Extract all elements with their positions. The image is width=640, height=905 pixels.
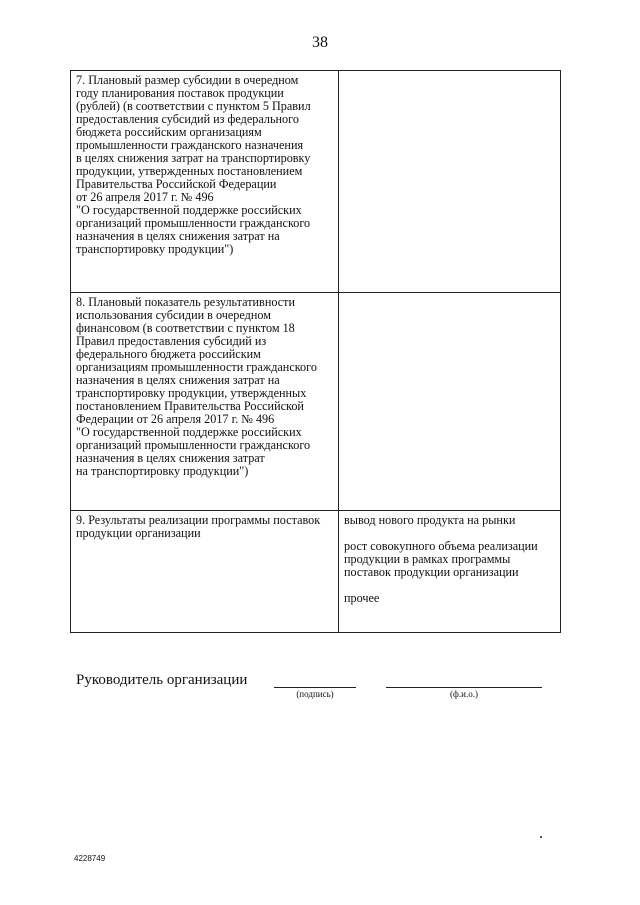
text-line: использования субсидии в очередном xyxy=(76,308,271,322)
text-line: 7. Плановый размер субсидии в очередном xyxy=(76,73,299,87)
table-row-7 xyxy=(71,71,561,293)
full-name-line[interactable] xyxy=(386,686,542,688)
row-9-description xyxy=(71,511,339,633)
row-8-description xyxy=(71,293,339,511)
signature-line[interactable] xyxy=(274,686,356,688)
text-line: назначения в целях снижения затрат на xyxy=(76,229,280,243)
text-line: транспортировку продукции") xyxy=(76,242,234,256)
text-line: назначения в целях снижения затрат xyxy=(76,451,265,465)
scan-dot xyxy=(540,836,542,838)
text-line: организациям промышленности гражданского xyxy=(76,360,317,374)
text-line: Федерации от 26 апреля 2017 г. № 496 xyxy=(76,412,275,426)
text-line: продукции в рамках программы xyxy=(344,552,511,566)
text-line: году планирования поставок продукции xyxy=(76,86,284,100)
full-name-caption: (ф.и.о.) xyxy=(450,689,478,699)
text-line: транспортировку продукции, утвержденных xyxy=(76,386,307,400)
signature-label: Руководитель организации xyxy=(76,672,248,688)
signature-caption: (подпись) xyxy=(296,689,334,699)
page-number: 38 xyxy=(312,34,328,51)
result-option-new-product[interactable] xyxy=(344,514,556,527)
text-line: 8. Плановый показатель результативности xyxy=(76,295,295,309)
text-line: в целях снижения затрат на транспортировку xyxy=(76,151,311,165)
text-line: Правил предоставления субсидий из xyxy=(76,334,267,348)
text-line: промышленности гражданского назначения xyxy=(76,138,304,152)
signature-block xyxy=(76,672,556,712)
text-line: назначения в целях снижения затрат на xyxy=(76,373,280,387)
text-line: продукции организации xyxy=(76,526,201,540)
text-line: "О государственной поддержке российских xyxy=(76,425,302,439)
text-line: бюджета российским организациям xyxy=(76,125,262,139)
table-row-8 xyxy=(71,293,561,511)
text-line: "О государственной поддержке российских xyxy=(76,203,302,217)
text-line: (рублей) (в соответствии с пунктом 5 Правил xyxy=(76,99,311,113)
form-table xyxy=(70,70,561,633)
document-code: 4228749 xyxy=(74,854,106,863)
row-8-value-field[interactable] xyxy=(339,293,561,511)
text-line: предоставления субсидий из федерального xyxy=(76,112,299,126)
text-line: продукции, утвержденных постановлением xyxy=(76,164,303,178)
text-line: на транспортировку продукции") xyxy=(76,464,249,478)
result-option-sales-growth[interactable] xyxy=(344,540,556,579)
text-line: постановлением Правительства Российской xyxy=(76,399,304,413)
row-7-description xyxy=(71,71,339,293)
text-line: организаций промышленности гражданского xyxy=(76,438,311,452)
row-9-results-list xyxy=(339,511,561,633)
table-row-9 xyxy=(71,511,561,633)
text-line: федерального бюджета российским xyxy=(76,347,261,361)
text-line: вывод нового продукта на рынки xyxy=(344,513,516,527)
text-line: прочее xyxy=(344,591,380,605)
row-7-value-field[interactable] xyxy=(339,71,561,293)
result-option-other[interactable] xyxy=(344,592,556,605)
text-line: организаций промышленности гражданского xyxy=(76,216,311,230)
text-line: от 26 апреля 2017 г. № 496 xyxy=(76,190,214,204)
text-line: Правительства Российской Федерации xyxy=(76,177,277,191)
text-line: 9. Результаты реализации программы поставок xyxy=(76,513,321,527)
text-line: финансовом (в соответствии с пунктом 18 xyxy=(76,321,295,335)
text-line: поставок продукции организации xyxy=(344,565,519,579)
text-line: рост совокупного объема реализации xyxy=(344,539,538,553)
